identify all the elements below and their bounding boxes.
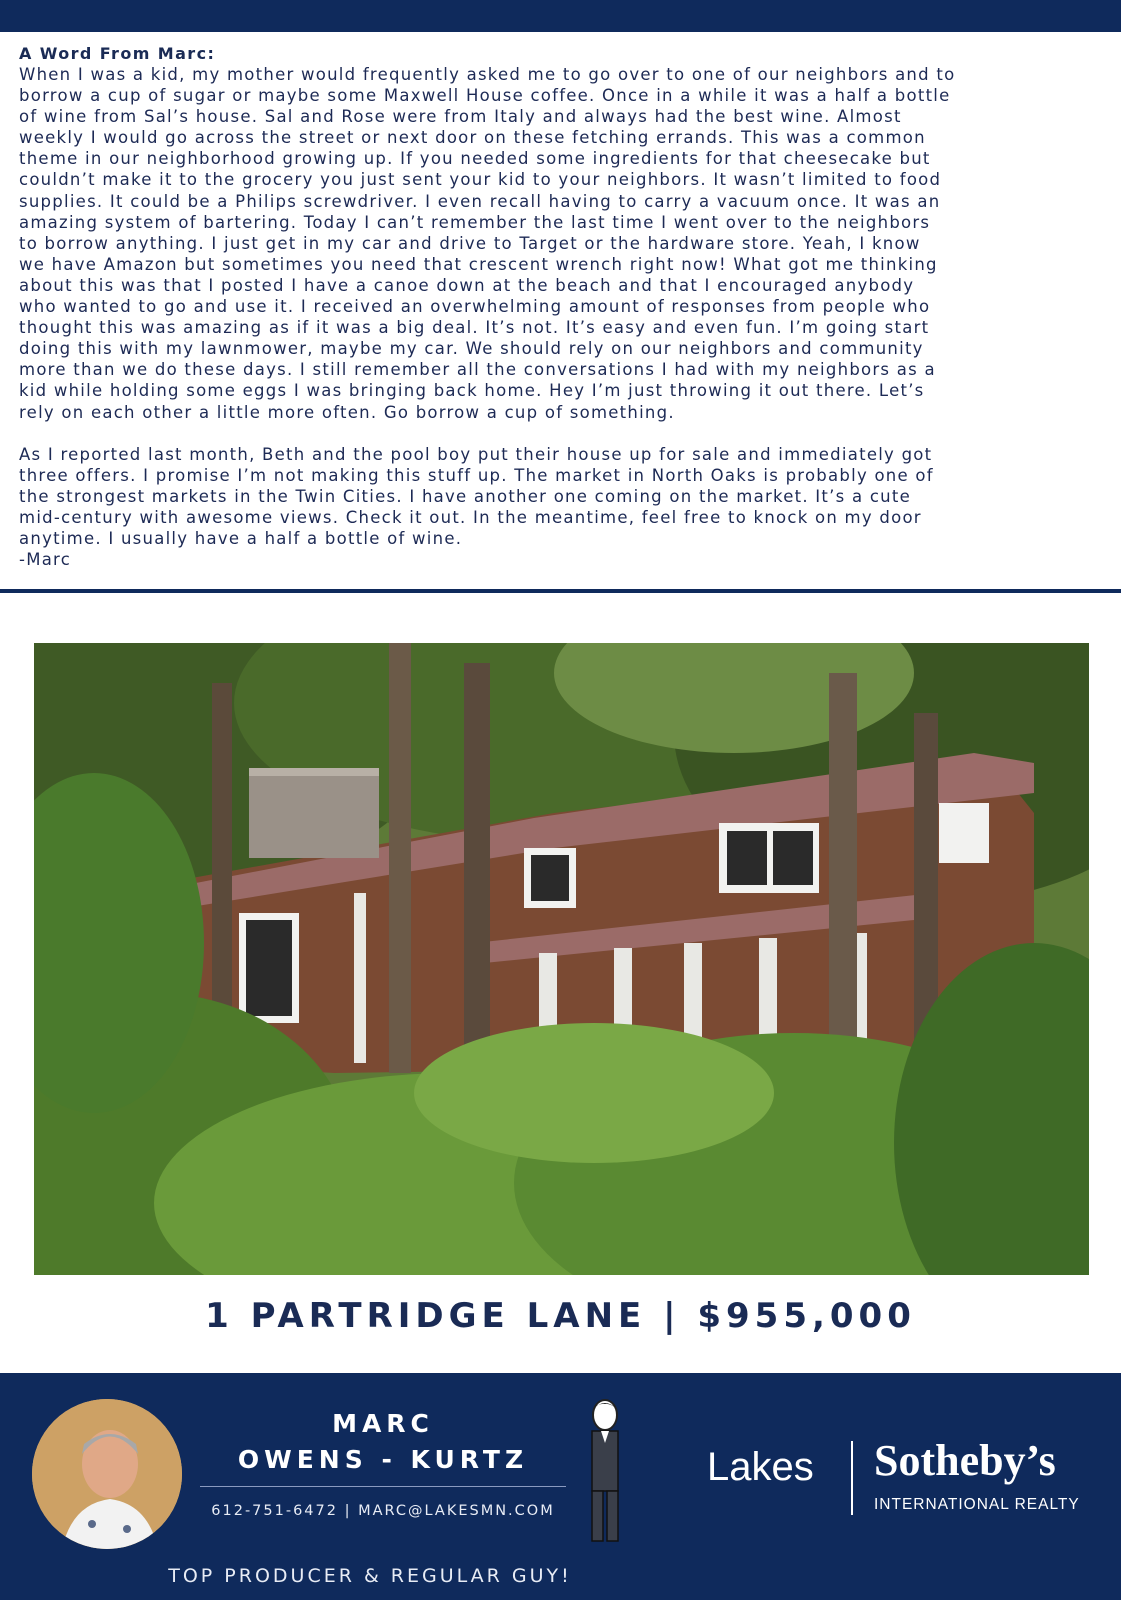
section-divider bbox=[0, 589, 1121, 593]
brand-divider bbox=[851, 1441, 853, 1515]
agent-first-name: MARC bbox=[332, 1409, 434, 1438]
listing-headline: 1 PARTRIDGE LANE | $955,000 bbox=[205, 1296, 916, 1336]
agent-caricature-icon bbox=[580, 1397, 630, 1547]
agent-contact[interactable]: 612-751-6472 | MARC@LAKESMN.COM bbox=[211, 1503, 555, 1519]
letter-section bbox=[19, 43, 1105, 570]
name-underline bbox=[200, 1486, 566, 1487]
house-photo bbox=[34, 643, 1089, 1275]
agent-tagline: TOP PRODUCER & REGULAR GUY! bbox=[168, 1565, 572, 1587]
letter-heading: A Word From Marc: bbox=[19, 44, 216, 63]
agent-footer bbox=[0, 1373, 1121, 1600]
brand-subtitle: INTERNATIONAL REALTY bbox=[874, 1496, 1080, 1513]
agent-portrait bbox=[32, 1399, 182, 1549]
top-banner bbox=[0, 0, 1121, 32]
letter-paragraph-2: As I reported last month, Beth and the pool boy put their house up for sale and immediately got three offers. I promise I’m not making this stuff up. The market in North Oaks is probably one of the strongest markets in the Twin Cities. I have another one coming on the market. It’s a cute mid-century with awesome views. Check it out. In the meantime, feel free to knock on my door anytime. I usually have a half a bottle of wine. -Marc bbox=[19, 444, 934, 570]
brand-lakes-logo: Lakes bbox=[707, 1445, 814, 1489]
agent-last-name: OWENS - KURTZ bbox=[237, 1445, 529, 1474]
letter-paragraph-1: When I was a kid, my mother would frequently asked me to go over to one of our neighbors and to borrow a cup of sugar or maybe some Maxwell House coffee. Once in a while it was a half a bottle of wine from Sal’s house. Sal and Rose were from Italy and always had the best wine. Almost weekly I would go across the street or next door on these fetching errands. This was a common theme in our neighborhood growing up. If you needed some ingredients for that cheesecake but couldn’t make it to the grocery you just sent your kid to your neighbors. It wasn’t limited to food supplies. It could be a Philips screwdriver. I even recall having to carry a vacuum once. It was an amazing system of bartering. Today I can’t remember the last time I went over to the neighbors to borrow anything. I just get in my car and drive to Target or the hardware store. Yeah, I know we have Amazon but sometimes you need that crescent wrench right now! What got me thinking about this was that I posted I have a canoe down at the beach and that I encouraged anybody who wanted to go and use it. I received an overwhelming amount of responses from people who thought this was amazing as if it was a big deal. It’s not. It’s easy and even fun. I’m going start doing this with my lawnmower, maybe my car. We should rely on our neighbors and community more than we do these days. I still remember all the conversations I had with my neighbors as a kid while holding some eggs I was bringing back home. Hey I’m just throwing it out there. Let’s rely on each other a little more often. Go borrow a cup of something. bbox=[19, 65, 956, 422]
brand-sothebys-logo: Sotheby’s bbox=[874, 1436, 1056, 1485]
